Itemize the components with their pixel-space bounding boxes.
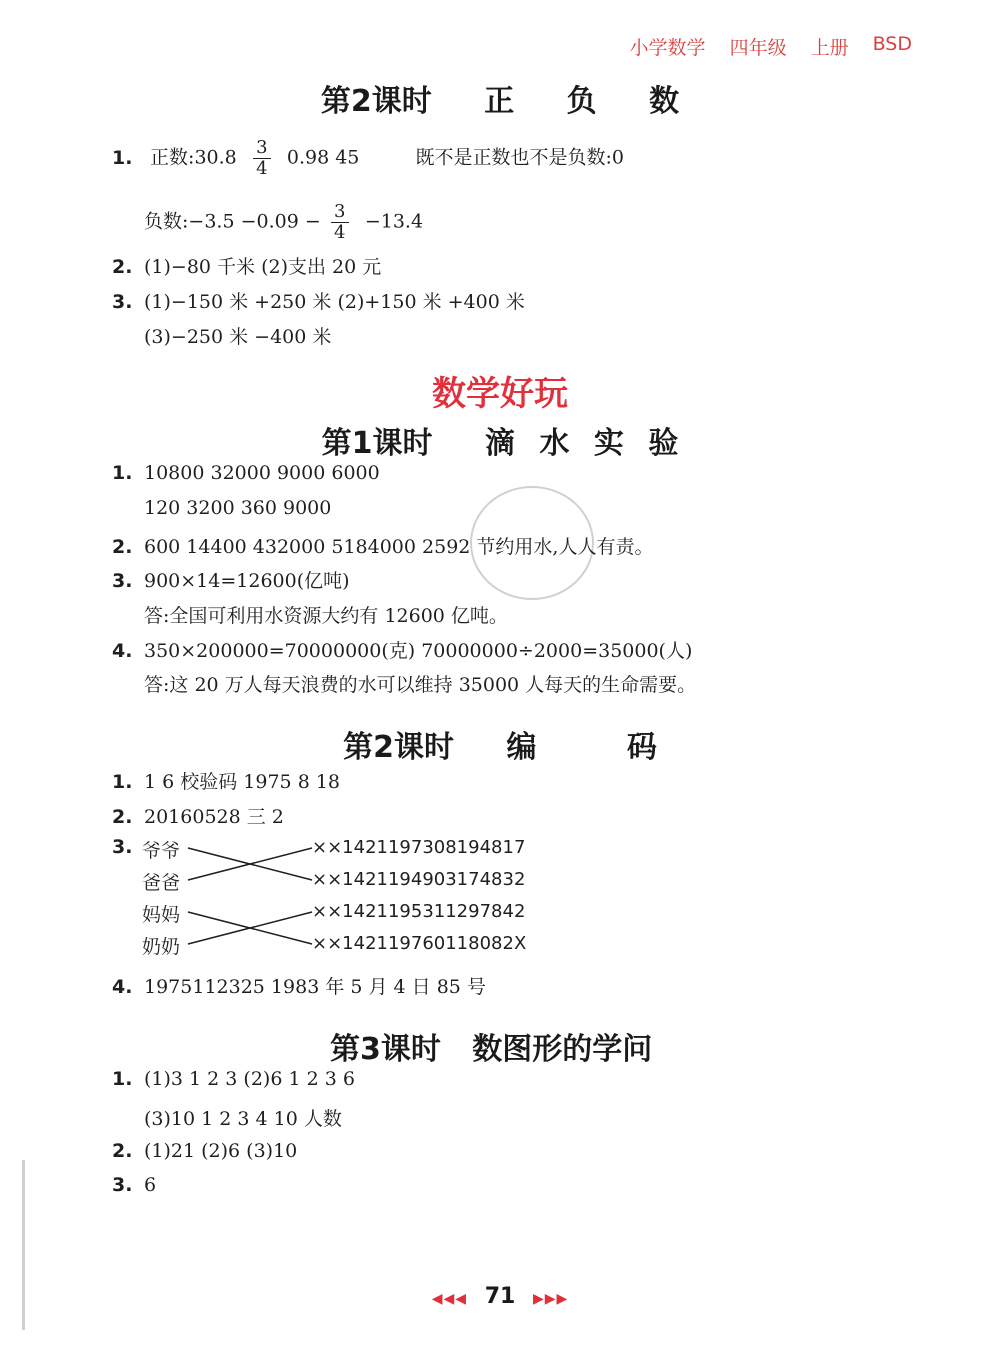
answer-zf-1b (144, 202, 423, 243)
answer-text: 1975112325 1983 年 5 月 4 日 85 号 (144, 976, 486, 998)
lesson-number: 第2课时 (343, 730, 454, 765)
negative-numbers: 负数:−3.5 −0.09 − (144, 210, 321, 233)
answer-ds-2 (112, 532, 653, 559)
answer-text: (1)3 1 2 3 (2)6 1 2 3 6 (144, 1068, 355, 1090)
matching-question (112, 832, 572, 962)
answer-text: (1)21 (2)6 (3)10 (144, 1140, 298, 1162)
match-right-item: ××1421197308194817 (312, 837, 526, 858)
match-left-item: 爷爷 (142, 840, 181, 862)
question-number: 3. (112, 836, 133, 858)
title-char: 滴 (484, 426, 515, 461)
prev-arrows-icon: ◀◀◀ (431, 1291, 468, 1307)
title-char: 负 (566, 84, 597, 119)
title-char: 数 (649, 84, 680, 119)
answer-zf-1 (112, 138, 624, 179)
question-number: 3. (112, 570, 133, 592)
answer-ds-4b (144, 670, 696, 697)
match-left-item: 奶奶 (142, 936, 181, 958)
answer-tx-1 (112, 1068, 355, 1090)
answer-text: 1 6 校验码 1975 8 18 (144, 771, 340, 793)
positive-numbers: 正数:30.8 (150, 146, 237, 169)
header-subject: 小学数学 (629, 37, 706, 59)
answer-text: 答:全国可利用水资源大约有 12600 亿吨。 (144, 605, 508, 627)
lesson-number: 第1课时 (321, 426, 433, 461)
lesson-title-dishui (0, 418, 1000, 462)
matching-lines (112, 832, 572, 962)
answer-ds-3 (112, 566, 350, 593)
answer-text: 答:这 20 万人每天浪费的水可以维持 35000 人每天的生命需要。 (144, 674, 697, 696)
match-left-item: 妈妈 (142, 904, 181, 926)
title-char: 编 (506, 730, 537, 765)
question-number: 1. (112, 146, 133, 169)
lesson-number: 第2课时 (320, 84, 432, 119)
neither-text: 既不是正数也不是负数:0 (415, 146, 624, 169)
page-footer (0, 1284, 1000, 1309)
title-char: 码 (626, 730, 657, 765)
lesson-title-zhengfushu (0, 76, 1000, 120)
question-number: 1. (112, 771, 133, 793)
answer-zf-2 (112, 252, 381, 279)
next-arrows-icon: ▶▶▶ (532, 1291, 569, 1307)
question-number: 3. (112, 1174, 133, 1196)
question-number: 4. (112, 640, 133, 662)
header-volume: 上册 (810, 37, 849, 59)
denominator: 4 (256, 158, 268, 179)
question-number: 4. (112, 976, 133, 998)
answer-bm-4 (112, 972, 486, 999)
lesson-title-tuxing: 第3课时 数图形的学问 (330, 1032, 653, 1067)
question-number: 2. (112, 536, 133, 558)
question-number: 1. (112, 1068, 133, 1090)
fraction (331, 202, 349, 243)
numerator: 3 (334, 201, 346, 222)
answer-bm-2 (112, 802, 284, 829)
answer-tx-3 (112, 1174, 156, 1196)
header-grade: 四年级 (729, 37, 787, 59)
title-char: 正 (484, 84, 515, 119)
negative-rest: −13.4 (364, 210, 424, 233)
answer-text: 900×14=12600(亿吨) (144, 570, 350, 592)
match-right-item: ××1421194903174832 (312, 869, 526, 890)
running-header (630, 33, 912, 60)
page-number: 71 (484, 1284, 516, 1309)
answer-text: (3)10 1 2 3 4 10 人数 (144, 1108, 342, 1130)
answer-ds-1 (112, 462, 380, 484)
answer-ds-3b (144, 601, 508, 628)
answer-text: (1)−80 千米 (2)支出 20 元 (144, 256, 382, 278)
answer-text: 350×200000=70000000(克) 70000000÷2000=35000(人) (144, 640, 693, 662)
answer-ds-1b (144, 497, 331, 519)
answer-text: 600 14400 432000 5184000 2592 节约用水,人人有责。 (144, 536, 654, 558)
lesson-title-bianma (0, 722, 1000, 766)
title-char: 实 (593, 426, 624, 461)
question-number: 2. (112, 1140, 133, 1162)
answer-text: 10800 32000 9000 6000 (144, 462, 380, 484)
question-number: 1. (112, 462, 133, 484)
answer-text: (1)−150 米 +250 米 (2)+150 米 +400 米 (144, 291, 525, 313)
question-number: 3. (112, 291, 133, 313)
answer-tx-1b (144, 1104, 342, 1131)
header-edition: BSD (872, 33, 912, 55)
answer-text: (3)−250 米 −400 米 (144, 326, 332, 348)
answer-ds-4 (112, 636, 692, 663)
positive-rest: 0.98 45 (286, 146, 360, 169)
answer-bm-1 (112, 767, 340, 794)
match-right-item: ××142119760118082X (312, 933, 527, 954)
denominator: 4 (334, 222, 346, 243)
match-right-item: ××1421195311297842 (312, 901, 526, 922)
answer-zf-3 (112, 287, 525, 314)
question-number: 2. (112, 256, 133, 278)
answer-text: 20160528 三 2 (144, 806, 284, 828)
answer-text: 6 (144, 1174, 157, 1196)
question-number: 2. (112, 806, 133, 828)
answer-zf-3b (144, 322, 331, 349)
answer-text: 120 3200 360 9000 (144, 497, 332, 519)
title-char: 水 (539, 426, 570, 461)
answer-tx-2 (112, 1140, 297, 1162)
match-left-item: 爸爸 (142, 872, 181, 894)
title-char: 验 (648, 426, 679, 461)
numerator: 3 (256, 137, 268, 158)
section-title: 数学好玩 (432, 374, 568, 414)
fraction (253, 138, 271, 179)
